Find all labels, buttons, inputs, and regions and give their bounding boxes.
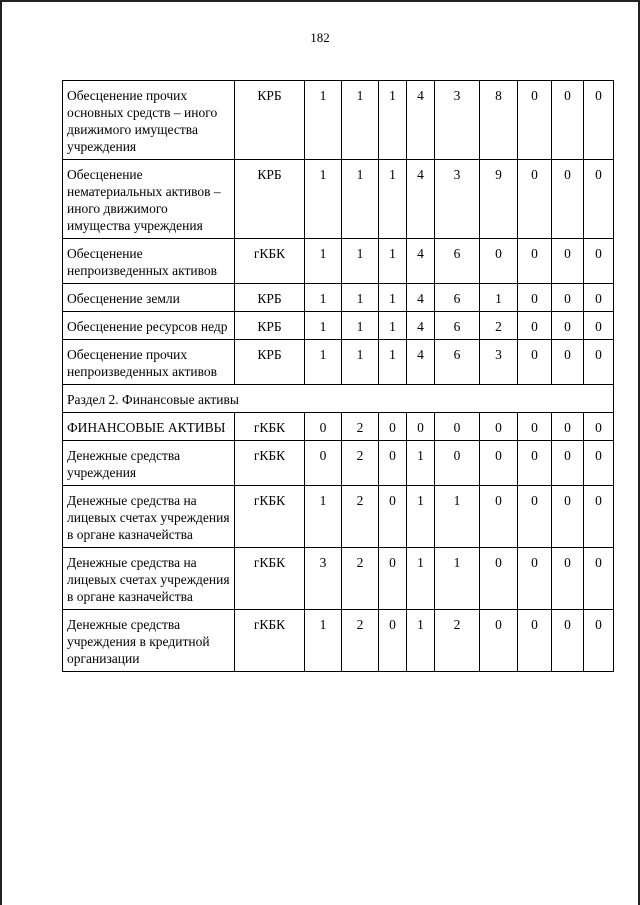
row-code: КРБ bbox=[235, 81, 305, 160]
row-digit: 1 bbox=[379, 239, 407, 284]
row-code: гКБК bbox=[235, 610, 305, 672]
row-digit: 9 bbox=[480, 160, 518, 239]
row-code: КРБ bbox=[235, 312, 305, 340]
row-name: Обесценение нематериальных активов – иного движимого имущества учреждения bbox=[63, 160, 235, 239]
row-code: гКБК bbox=[235, 239, 305, 284]
row-digit: 8 bbox=[480, 81, 518, 160]
table-body bbox=[63, 81, 614, 672]
row-digit: 4 bbox=[407, 284, 435, 312]
row-digit: 0 bbox=[518, 340, 552, 385]
row-name: Обесценение ресурсов недр bbox=[63, 312, 235, 340]
section-header-row bbox=[63, 385, 614, 413]
row-digit: 0 bbox=[379, 486, 407, 548]
row-code: гКБК bbox=[235, 486, 305, 548]
row-digit: 1 bbox=[305, 486, 342, 548]
row-digit: 3 bbox=[305, 548, 342, 610]
row-digit: 1 bbox=[305, 239, 342, 284]
row-digit: 4 bbox=[407, 160, 435, 239]
row-digit: 0 bbox=[407, 413, 435, 441]
row-digit: 1 bbox=[342, 160, 379, 239]
page-border-top bbox=[0, 0, 640, 2]
row-digit: 2 bbox=[342, 610, 379, 672]
row-code: гКБК bbox=[235, 548, 305, 610]
row-digit: 6 bbox=[435, 312, 480, 340]
row-digit: 0 bbox=[518, 413, 552, 441]
row-name: Обесценение земли bbox=[63, 284, 235, 312]
page-border-left bbox=[0, 0, 2, 905]
table-row bbox=[63, 413, 614, 441]
row-digit: 0 bbox=[435, 441, 480, 486]
table-row bbox=[63, 441, 614, 486]
row-name: Денежные средства на лицевых счетах учреждения в органе казначейства bbox=[63, 548, 235, 610]
row-digit: 0 bbox=[552, 239, 584, 284]
row-digit: 0 bbox=[435, 413, 480, 441]
row-digit: 1 bbox=[480, 284, 518, 312]
row-code: КРБ bbox=[235, 340, 305, 385]
row-digit: 1 bbox=[342, 81, 379, 160]
row-name: Денежные средства учреждения в кредитной организации bbox=[63, 610, 235, 672]
row-digit: 0 bbox=[518, 284, 552, 312]
row-digit: 0 bbox=[584, 441, 614, 486]
row-digit: 0 bbox=[518, 312, 552, 340]
row-digit: 1 bbox=[407, 610, 435, 672]
row-name: Денежные средства учреждения bbox=[63, 441, 235, 486]
row-digit: 3 bbox=[435, 160, 480, 239]
row-digit: 0 bbox=[518, 441, 552, 486]
row-digit: 0 bbox=[518, 239, 552, 284]
row-digit: 0 bbox=[379, 441, 407, 486]
row-code: гКБК bbox=[235, 441, 305, 486]
page-number: 182 bbox=[310, 30, 330, 45]
row-digit: 0 bbox=[305, 413, 342, 441]
row-digit: 0 bbox=[552, 610, 584, 672]
table-row bbox=[63, 312, 614, 340]
row-digit: 0 bbox=[552, 548, 584, 610]
row-digit: 3 bbox=[435, 81, 480, 160]
row-digit: 0 bbox=[552, 284, 584, 312]
row-digit: 4 bbox=[407, 340, 435, 385]
row-digit: 6 bbox=[435, 340, 480, 385]
row-digit: 0 bbox=[518, 160, 552, 239]
row-digit: 1 bbox=[342, 239, 379, 284]
row-digit: 1 bbox=[342, 284, 379, 312]
row-digit: 1 bbox=[435, 548, 480, 610]
table-row bbox=[63, 160, 614, 239]
row-digit: 0 bbox=[480, 239, 518, 284]
row-digit: 1 bbox=[379, 284, 407, 312]
table-row bbox=[63, 239, 614, 284]
row-digit: 2 bbox=[435, 610, 480, 672]
row-name: Обесценение прочих основных средств – иного движимого имущества учреждения bbox=[63, 81, 235, 160]
row-digit: 0 bbox=[518, 548, 552, 610]
row-digit: 6 bbox=[435, 284, 480, 312]
row-code: КРБ bbox=[235, 284, 305, 312]
row-digit: 1 bbox=[305, 340, 342, 385]
row-digit: 0 bbox=[584, 610, 614, 672]
row-digit: 0 bbox=[584, 160, 614, 239]
row-digit: 0 bbox=[379, 413, 407, 441]
row-code: гКБК bbox=[235, 413, 305, 441]
row-digit: 1 bbox=[305, 160, 342, 239]
row-digit: 0 bbox=[552, 486, 584, 548]
row-digit: 0 bbox=[480, 610, 518, 672]
row-digit: 0 bbox=[480, 548, 518, 610]
row-digit: 0 bbox=[518, 81, 552, 160]
row-digit: 1 bbox=[379, 81, 407, 160]
row-digit: 0 bbox=[379, 610, 407, 672]
row-digit: 2 bbox=[342, 441, 379, 486]
row-digit: 0 bbox=[584, 284, 614, 312]
row-digit: 1 bbox=[407, 441, 435, 486]
row-digit: 0 bbox=[584, 413, 614, 441]
row-digit: 2 bbox=[342, 413, 379, 441]
row-digit: 2 bbox=[342, 486, 379, 548]
row-digit: 0 bbox=[480, 486, 518, 548]
row-digit: 0 bbox=[584, 548, 614, 610]
row-digit: 0 bbox=[552, 312, 584, 340]
row-digit: 4 bbox=[407, 312, 435, 340]
row-digit: 0 bbox=[480, 413, 518, 441]
row-name: Обесценение прочих непроизведенных активов bbox=[63, 340, 235, 385]
row-digit: 6 bbox=[435, 239, 480, 284]
row-digit: 1 bbox=[305, 610, 342, 672]
row-digit: 1 bbox=[379, 160, 407, 239]
row-digit: 1 bbox=[379, 340, 407, 385]
row-code: КРБ bbox=[235, 160, 305, 239]
row-digit: 0 bbox=[379, 548, 407, 610]
row-digit: 2 bbox=[342, 548, 379, 610]
row-digit: 1 bbox=[342, 312, 379, 340]
row-digit: 1 bbox=[305, 312, 342, 340]
row-digit: 1 bbox=[379, 312, 407, 340]
row-digit: 1 bbox=[342, 340, 379, 385]
table-row bbox=[63, 486, 614, 548]
row-digit: 4 bbox=[407, 81, 435, 160]
row-digit: 0 bbox=[518, 486, 552, 548]
row-digit: 3 bbox=[480, 340, 518, 385]
table-row bbox=[63, 548, 614, 610]
row-digit: 4 bbox=[407, 239, 435, 284]
row-digit: 0 bbox=[552, 413, 584, 441]
row-digit: 1 bbox=[407, 548, 435, 610]
row-digit: 0 bbox=[518, 610, 552, 672]
row-name: ФИНАНСОВЫЕ АКТИВЫ bbox=[63, 413, 235, 441]
row-digit: 0 bbox=[584, 81, 614, 160]
row-digit: 0 bbox=[584, 312, 614, 340]
row-digit: 0 bbox=[584, 340, 614, 385]
row-digit: 1 bbox=[305, 284, 342, 312]
section-title: Раздел 2. Финансовые активы bbox=[63, 385, 614, 413]
row-digit: 0 bbox=[305, 441, 342, 486]
row-digit: 0 bbox=[552, 441, 584, 486]
row-digit: 0 bbox=[552, 81, 584, 160]
row-digit: 0 bbox=[552, 340, 584, 385]
row-digit: 2 bbox=[480, 312, 518, 340]
row-digit: 1 bbox=[435, 486, 480, 548]
row-digit: 0 bbox=[480, 441, 518, 486]
row-digit: 1 bbox=[305, 81, 342, 160]
row-name: Обесценение непроизведенных активов bbox=[63, 239, 235, 284]
row-digit: 1 bbox=[407, 486, 435, 548]
table-row bbox=[63, 340, 614, 385]
table-row bbox=[63, 284, 614, 312]
row-digit: 0 bbox=[552, 160, 584, 239]
table-row bbox=[63, 610, 614, 672]
row-name: Денежные средства на лицевых счетах учреждения в органе казначейства bbox=[63, 486, 235, 548]
row-digit: 0 bbox=[584, 239, 614, 284]
accounts-table bbox=[62, 80, 614, 672]
table-row bbox=[63, 81, 614, 160]
row-digit: 0 bbox=[584, 486, 614, 548]
